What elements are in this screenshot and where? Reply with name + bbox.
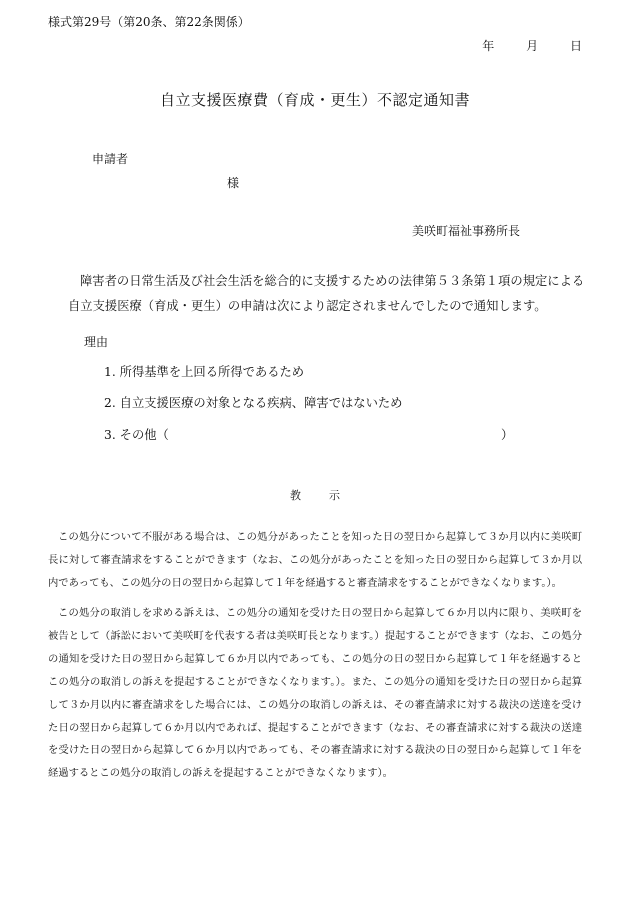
date-day: 日	[569, 39, 582, 53]
body-line-2: 自立支援医療（育成・更生）の申請は次により認定されませんでしたので通知します。	[68, 299, 547, 313]
date-line	[454, 37, 582, 54]
reason-item-1: 1. 所得基準を上回る所得であるため	[104, 365, 305, 379]
issuer-name: 美咲町福祉事務所長	[412, 224, 521, 238]
date-month: 月	[526, 39, 539, 53]
form-number: 様式第29号（第20条、第22条関係）	[48, 15, 250, 29]
reason-item-3-close-paren: ）	[501, 428, 514, 442]
applicant-label: 申請者	[92, 152, 129, 166]
document-title: 自立支援医療費（育成・更生）不認定通知書	[159, 91, 470, 109]
reason-item-3: 3. その他（	[104, 428, 169, 442]
instruction-paragraph-2: この処分の取消しを求める訴えは、この処分の通知を受けた日の翌日から起算して６か月以内に限り、美咲町を被告として（訴訟において美咲町を代表する者は美咲町長となります。）提起することができます（なお、この処分の通知を受けた日の翌日から起算して６か月以内であっても、この処分の日の翌日から起算して１年を経過するとこの処分の取消しの訴えを提起することができなくなります。）。また、この処分の通知を受けた日の翌日から起算して３か月以内に審査請求をした場合には、この処分の取消しの訴えは、その審査請求に対する裁決の送達を受けた日の翌日から起算して６か月以内であれば、提起することができます（なお、その審査請求に対する裁決の送達を受けた日の翌日から起算して６か月以内であっても、その審査請求に対する裁決の日の翌日から起算して１年を経過するとこの処分の取消しの訴えを提起することができなくなります）。	[48, 607, 582, 780]
instruction-heading: 教示	[290, 489, 368, 502]
date-year: 年	[482, 39, 495, 53]
honorific-sama: 様	[227, 176, 240, 190]
reason-heading: 理由	[84, 335, 109, 349]
reason-item-2: 2. 自立支援医療の対象となる疾病、障害ではないため	[104, 396, 403, 410]
instruction-paragraph-1: この処分について不服がある場合は、この処分があったことを知った日の翌日から起算して３か月以内に美咲町長に対して審査請求をすることができます（なお、この処分があったことを知った日の翌日から起算して３か月以内であっても、この処分の日の翌日から起算して１年を経過すると審査請求をすることができなくなります。）。	[48, 531, 582, 589]
body-line-1: 障害者の日常生活及び社会生活を総合的に支援するための法律第５３条第１項の規定による	[80, 274, 585, 288]
